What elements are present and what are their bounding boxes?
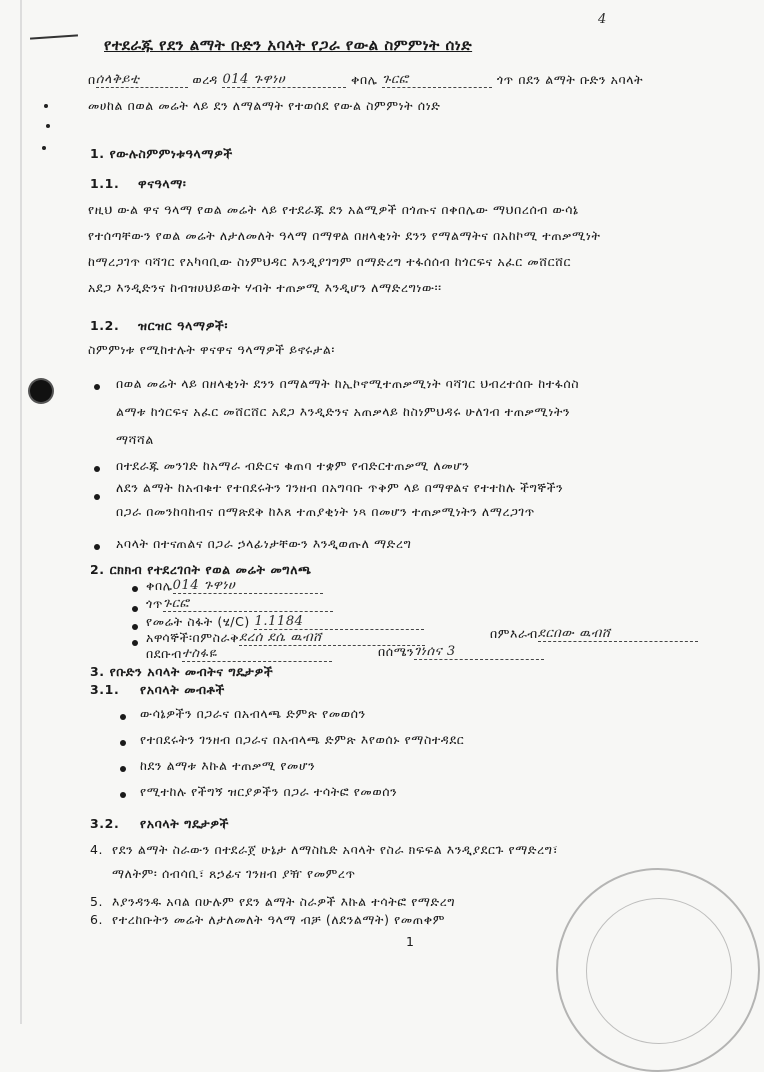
intro-line-1 [88, 72, 643, 88]
s11-line-4: አደጋ እንዲድንና ከብዝሀህይወት ሃብት ተጠቃሚ እንዲሆን ለማድረግነው፡፡ [88, 280, 442, 295]
s2-area-label: የመሬት ስፋት (ሄ/C) [146, 614, 250, 629]
item-4-line-2: ማለትም፡ ሰብሳቢ፣ ጸኃፊና ገንዘብ ያዥ የመምረጥ [112, 866, 356, 881]
official-stamp [556, 868, 760, 1072]
s2-borders-south [378, 644, 544, 660]
scan-edge [20, 0, 22, 1024]
section-1-2-title: ዝርዝር ዓላማዎች፡ [138, 318, 229, 333]
s2-north-hand: ተስፋዬ [182, 646, 332, 662]
intro-tail: ጎጥ በደን ልማት ቡድን አባላት [496, 72, 644, 87]
s2-kebele-label: ቀበሌ [146, 578, 173, 593]
punch-hole [30, 380, 52, 402]
item-5-line-1: እያንዳንዱ አባል በሁሉም የደን ልማት ስራዎች እኩል ተሳትፎ የማድረግ [112, 894, 456, 909]
bullet-3-line-1: ለደን ልማት ከአብቁተ የተበደሩትን ገንዘብ በአግባቡ ጥቅም ላይ በማዋልና የተተከሉ ችግኞችን [116, 480, 564, 495]
s11-line-2: የተሰጣቸውን የወል መሬት ለታለመለት ዓላማ በማዋል በዘላቂነት ደንን የማልማትና በአከኮሚ ተጠቃሚነት [88, 228, 601, 243]
s12-intro: ስምምነቱ የሚከተሉት ዋናዋና ዓላማዎች ይኖሩታል፡ [88, 342, 335, 357]
s2-south-hand: ገነሰና 3 [414, 644, 544, 660]
s2-area [146, 614, 424, 630]
bullet-2-line-1: በተደራጁ መንገድ ከአማራ ብድርና ቁጠባ ተቋም የብድርተጠቃሚ ለመሆን [116, 458, 470, 473]
bullet [94, 466, 100, 472]
right-1: ውሳኔዎችን በጋራና በአብላጫ ድምጽ የመወሰን [140, 706, 366, 721]
item-5-number: 5. [90, 894, 104, 909]
s2-west-label: በምእራብ [490, 626, 538, 641]
s2-west-hand: ደርበው ዉብሸ [538, 626, 698, 642]
section-1-heading: 1. የውሉስምምነቱዓላማዎች [90, 146, 233, 161]
section-3-1-number: 3.1. [90, 682, 120, 697]
s2-border-label: አዋሳኞች፡በምስራቅ [146, 630, 240, 645]
s2-borders-north [146, 646, 332, 662]
intro-kebele-hand: ሰላቅይቲ [96, 72, 188, 88]
s2-kebele-hand: 014 ጉዋነሀ [173, 578, 323, 594]
section-3-2-number: 3.2. [90, 816, 120, 831]
stamp-inner-ring [586, 898, 732, 1044]
bullet-4-line-1: አባላት በተናጠልና በጋራ ኃላፊነታቸውን እንዲወጡለ ማድረግ [116, 536, 412, 551]
s2-north-label: በደቡብ [146, 646, 182, 661]
bullet [132, 606, 138, 612]
s11-line-1: የዚህ ውል ዋና ዓላማ የወል መሬት ላይ የተደራጁ ደን አልሚዎች በጎጡና በቀበሌው ማህበረሰብ ውሳኔ [88, 202, 579, 217]
item-4-number: 4. [90, 842, 104, 857]
bullet [132, 624, 138, 630]
s2-got-label: ጎጥ [146, 596, 163, 611]
scan-speck [46, 124, 50, 128]
document-title: የተደራጁ የደን ልማት ቡድን አባላት የጋራ የውል ስምምነት ሰነድ [104, 36, 473, 54]
right-3: ከደን ልማቱ እኩል ተጠቃሚ የመሆን [140, 758, 316, 773]
section-2-heading: 2. ርክክብ የተደረገበት የወል መሬት መግለጫ [90, 562, 312, 577]
bullet [94, 384, 100, 390]
s2-got [146, 596, 333, 612]
bullet [120, 792, 126, 798]
item-6-line-1: የተረከቡትን መሬት ለታለመለት ዓላማ ብቻ (ለደንልማት) የመጠቀም [112, 912, 445, 927]
right-2: የተበደሩትን ገንዘብ በጋራና በአብላጫ ድምጽ እየወሰኑ የማስተዳደር [140, 732, 465, 747]
bullet [120, 740, 126, 746]
page-number: 1 [406, 934, 415, 949]
s2-kebele [146, 578, 323, 594]
bullet [120, 766, 126, 772]
scan-mark [30, 34, 78, 39]
intro-kebele-label: ቀበሌ [351, 72, 378, 87]
intro-got-hand: ጉርፎ [382, 72, 492, 88]
bullet [94, 544, 100, 550]
s2-south-label: በሰሜን [378, 644, 415, 659]
section-3-2-title: የአባላት ግዴታዎች [140, 816, 230, 831]
bullet [132, 640, 138, 646]
intro-wereda-label: ወረዳ [192, 72, 218, 87]
bullet-1-line-2: ልማቱ ከጎርፍና አፈር መሸርሸር አደጋ እንዲድንና አጠቃላይ ከስነምህዳሩ ሁለገብ ተጠቃሚነትን [116, 404, 571, 419]
right-4: የሚተከሉ የችግኝ ዝርያዎችን በጋራ ተሳትፎ የመወሰን [140, 784, 398, 799]
bullet [94, 494, 100, 500]
s2-borders-west [490, 626, 698, 642]
scan-speck [44, 104, 48, 108]
scan-speck [42, 146, 46, 150]
s2-east-hand: ደረሰ ደሴ ዉብሸ [239, 630, 425, 646]
intro-line-2: መሀከል በወል መሬት ላይ ደን ለማልማት የተወሰደ የውል ስምምነት ሰነድ [88, 98, 441, 113]
s11-line-3: ከማረጋገጥ ባሻገር የአካባቢው ስነምህዳር እንዲያገግም በማድረግ ተፋሰሰብ ከጎርፍና አፈር መሸርሸር [88, 254, 572, 269]
bullet [120, 714, 126, 720]
section-1-1-title: ዋናዓላማ፡ [138, 176, 187, 191]
section-3-heading: 3. የቡድን አባላት መብትና ግዴታዎች [90, 664, 274, 679]
intro-wereda-hand: 014 ጉዋነሀ [222, 72, 346, 88]
item-6-number: 6. [90, 912, 104, 927]
page-mark: 4 [598, 12, 607, 27]
bullet-1-line-1: በወል መሬት ላይ በዘላቂነት ደንን በማልማት ከኢኮኖሚተጠቃሚነት ባሻገር ህብረተሰቡ ከተፋሰስ [116, 376, 580, 391]
section-3-1-title: የአባላት መብቶች [140, 682, 225, 697]
item-4-line-1: የደን ልማት ስራውን በተደራጀ ሁኔታ ለማስኬድ አባላት የስራ ክፍፍል እንዲያደርጉ የማድረግ፣ [112, 842, 559, 857]
s2-got-hand: ጉርፎ [163, 596, 333, 612]
intro-prefix: በ [88, 72, 96, 87]
section-1-2-number: 1.2. [90, 318, 120, 333]
s2-area-hand: 1.1184 [254, 614, 424, 630]
bullet [132, 586, 138, 592]
bullet-1-line-3: ማሻሻል [116, 432, 154, 447]
section-1-1-number: 1.1. [90, 176, 120, 191]
bullet-3-line-2: በጋራ በመንከባከብና በማጽደቅ ከእጸ ተጠያቂነት ነጻ በመሆን ተጠቃሚነትን ለማረጋገጥ [116, 504, 535, 519]
